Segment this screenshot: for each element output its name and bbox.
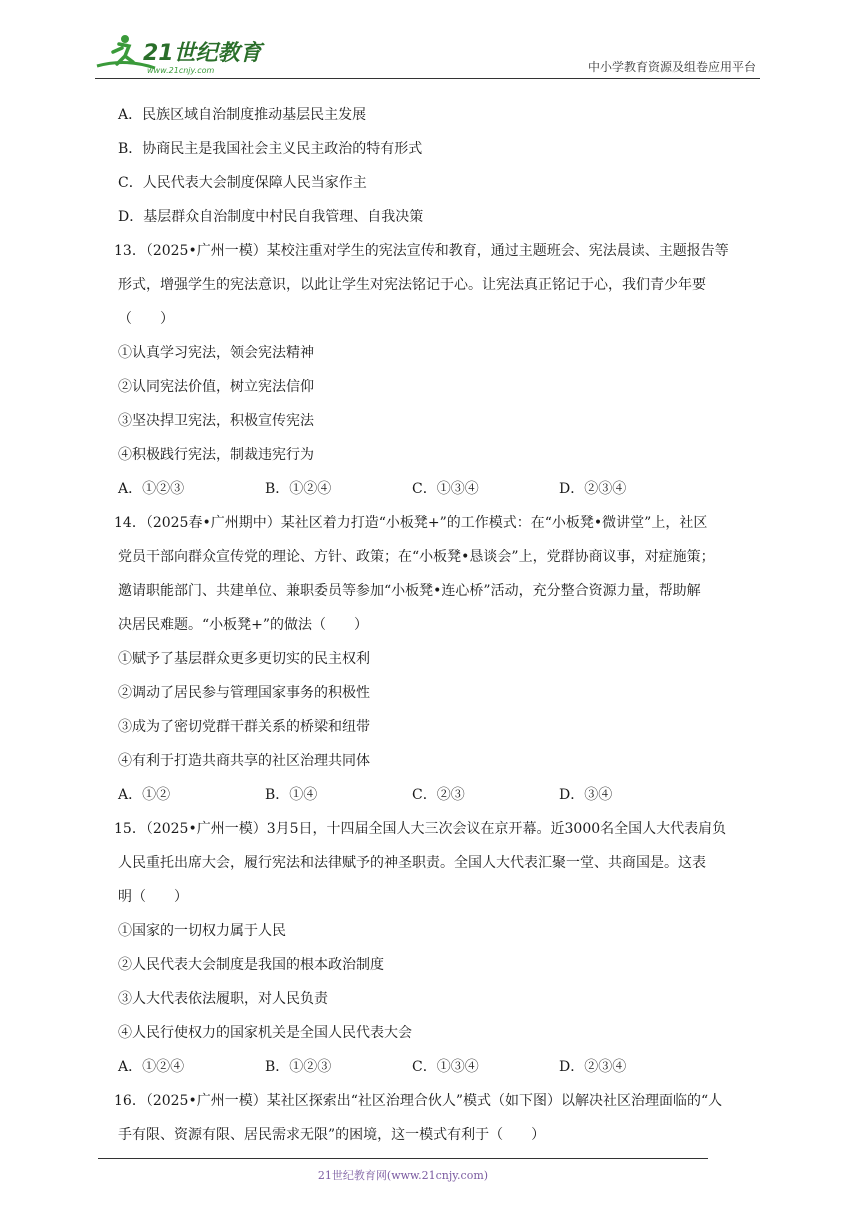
choice-a: A．①② <box>118 787 171 803</box>
q15-item: ④人民行使权力的国家机关是全国人民代表大会 <box>118 1025 412 1041</box>
q13-item: ①认真学习宪法，领会宪法精神 <box>118 345 314 361</box>
q16-stem-line2: 手有限、资源有限、居民需求无限”的困境，这一模式有利于（ ） <box>118 1127 546 1143</box>
choice-c: C．①③④ <box>412 481 479 497</box>
choice-c: C．②③ <box>412 787 465 803</box>
option-a: A．民族区域自治制度推动基层民主发展 <box>118 107 367 123</box>
q13-stem-line3: （ ） <box>118 311 174 327</box>
q14-item: ③成为了密切党群干群关系的桥梁和纽带 <box>118 719 370 735</box>
q13-item: ②认同宪法价值，树立宪法信仰 <box>118 379 314 395</box>
option-b: B．协商民主是我国社会主义民主政治的特有形式 <box>118 141 423 157</box>
choice-c: C．①③④ <box>412 1059 479 1075</box>
q14-choices <box>118 778 768 812</box>
q13-stem-line1: 13．（2025•广州一模）某校注重对学生的宪法宣传和教育，通过主题班会、宪法晨读、主题报告等 <box>114 243 729 259</box>
q14-stem-line2: 党员干部向群众宣传党的理论、方针、政策；在“小板凳•恳谈会”上，党群协商议事，对症施策； <box>118 549 715 565</box>
q15-stem-line3: 明（ ） <box>118 889 188 905</box>
logo-21cnjy <box>95 32 265 76</box>
choice-d: D．②③④ <box>559 481 627 497</box>
header-platform-text: 中小学教育资源及组卷应用平台 <box>587 60 756 74</box>
q15-item: ②人民代表大会制度是我国的根本政治制度 <box>118 957 384 973</box>
q14-item: ①赋予了基层群众更多更切实的民主权利 <box>118 651 370 667</box>
logo-url: www.21cnjy.com <box>147 66 215 75</box>
q14-stem-line3: 邀请职能部门、共建单位、兼职委员等参加“小板凳•连心桥”活动，充分整合资源力量，帮助解 <box>118 583 701 599</box>
choice-d: D．③④ <box>559 787 613 803</box>
page-header <box>95 28 760 79</box>
q13-item: ④积极践行宪法，制裁违宪行为 <box>118 447 314 463</box>
q14-item: ④有利于打造共商共享的社区治理共同体 <box>118 753 370 769</box>
q15-item: ③人大代表依法履职，对人民负责 <box>118 991 328 1007</box>
q15-stem-line1: 15．（2025•广州一模）3月5日，十四届全国人大三次会议在京开幕。近3000名全国人大代表肩负 <box>114 821 727 837</box>
choice-a: A．①②③ <box>118 481 185 497</box>
question-content <box>114 98 768 1152</box>
q14-stem-line1: 14．（2025春•广州期中）某社区着力打造“小板凳+”的工作模式：在“小板凳•微讲堂”上，社区 <box>114 515 708 531</box>
q13-item: ③坚决捍卫宪法，积极宣传宪法 <box>118 413 314 429</box>
q15-choices <box>118 1050 768 1084</box>
q13-stem-line2: 形式，增强学生的宪法意识，以此让学生对宪法铭记于心。让宪法真正铭记于心，我们青少年要 <box>118 277 706 293</box>
q14-item: ②调动了居民参与管理国家事务的积极性 <box>118 685 370 701</box>
q14-stem-line4: 决居民难题。“小板凳+”的做法（ ） <box>118 617 369 633</box>
option-d: D．基层群众自治制度中村民自我管理、自我决策 <box>118 209 424 225</box>
choice-d: D．②③④ <box>559 1059 627 1075</box>
q13-choices <box>118 472 768 506</box>
option-c: C．人民代表大会制度保障人民当家作主 <box>118 175 367 191</box>
q15-stem-line2: 人民重托出席大会，履行宪法和法律赋予的神圣职责。全国人大代表汇聚一堂、共商国是。这表 <box>118 855 706 871</box>
logo-text: 21世纪教育 <box>143 41 262 66</box>
choice-b: B．①④ <box>265 787 318 803</box>
choice-a: A．①②④ <box>118 1059 185 1075</box>
choice-b: B．①②④ <box>265 481 332 497</box>
footer-divider <box>98 1158 708 1159</box>
q16-stem-line1: 16．（2025•广州一模）某社区探索出“社区治理合伙人”模式（如下图）以解决社区治理面临的“人 <box>114 1093 723 1109</box>
choice-b: B．①②③ <box>265 1059 332 1075</box>
q15-item: ①国家的一切权力属于人民 <box>118 923 286 939</box>
footer-link[interactable]: 21世纪教育网(www.21cnjy.com) <box>317 1169 489 1182</box>
